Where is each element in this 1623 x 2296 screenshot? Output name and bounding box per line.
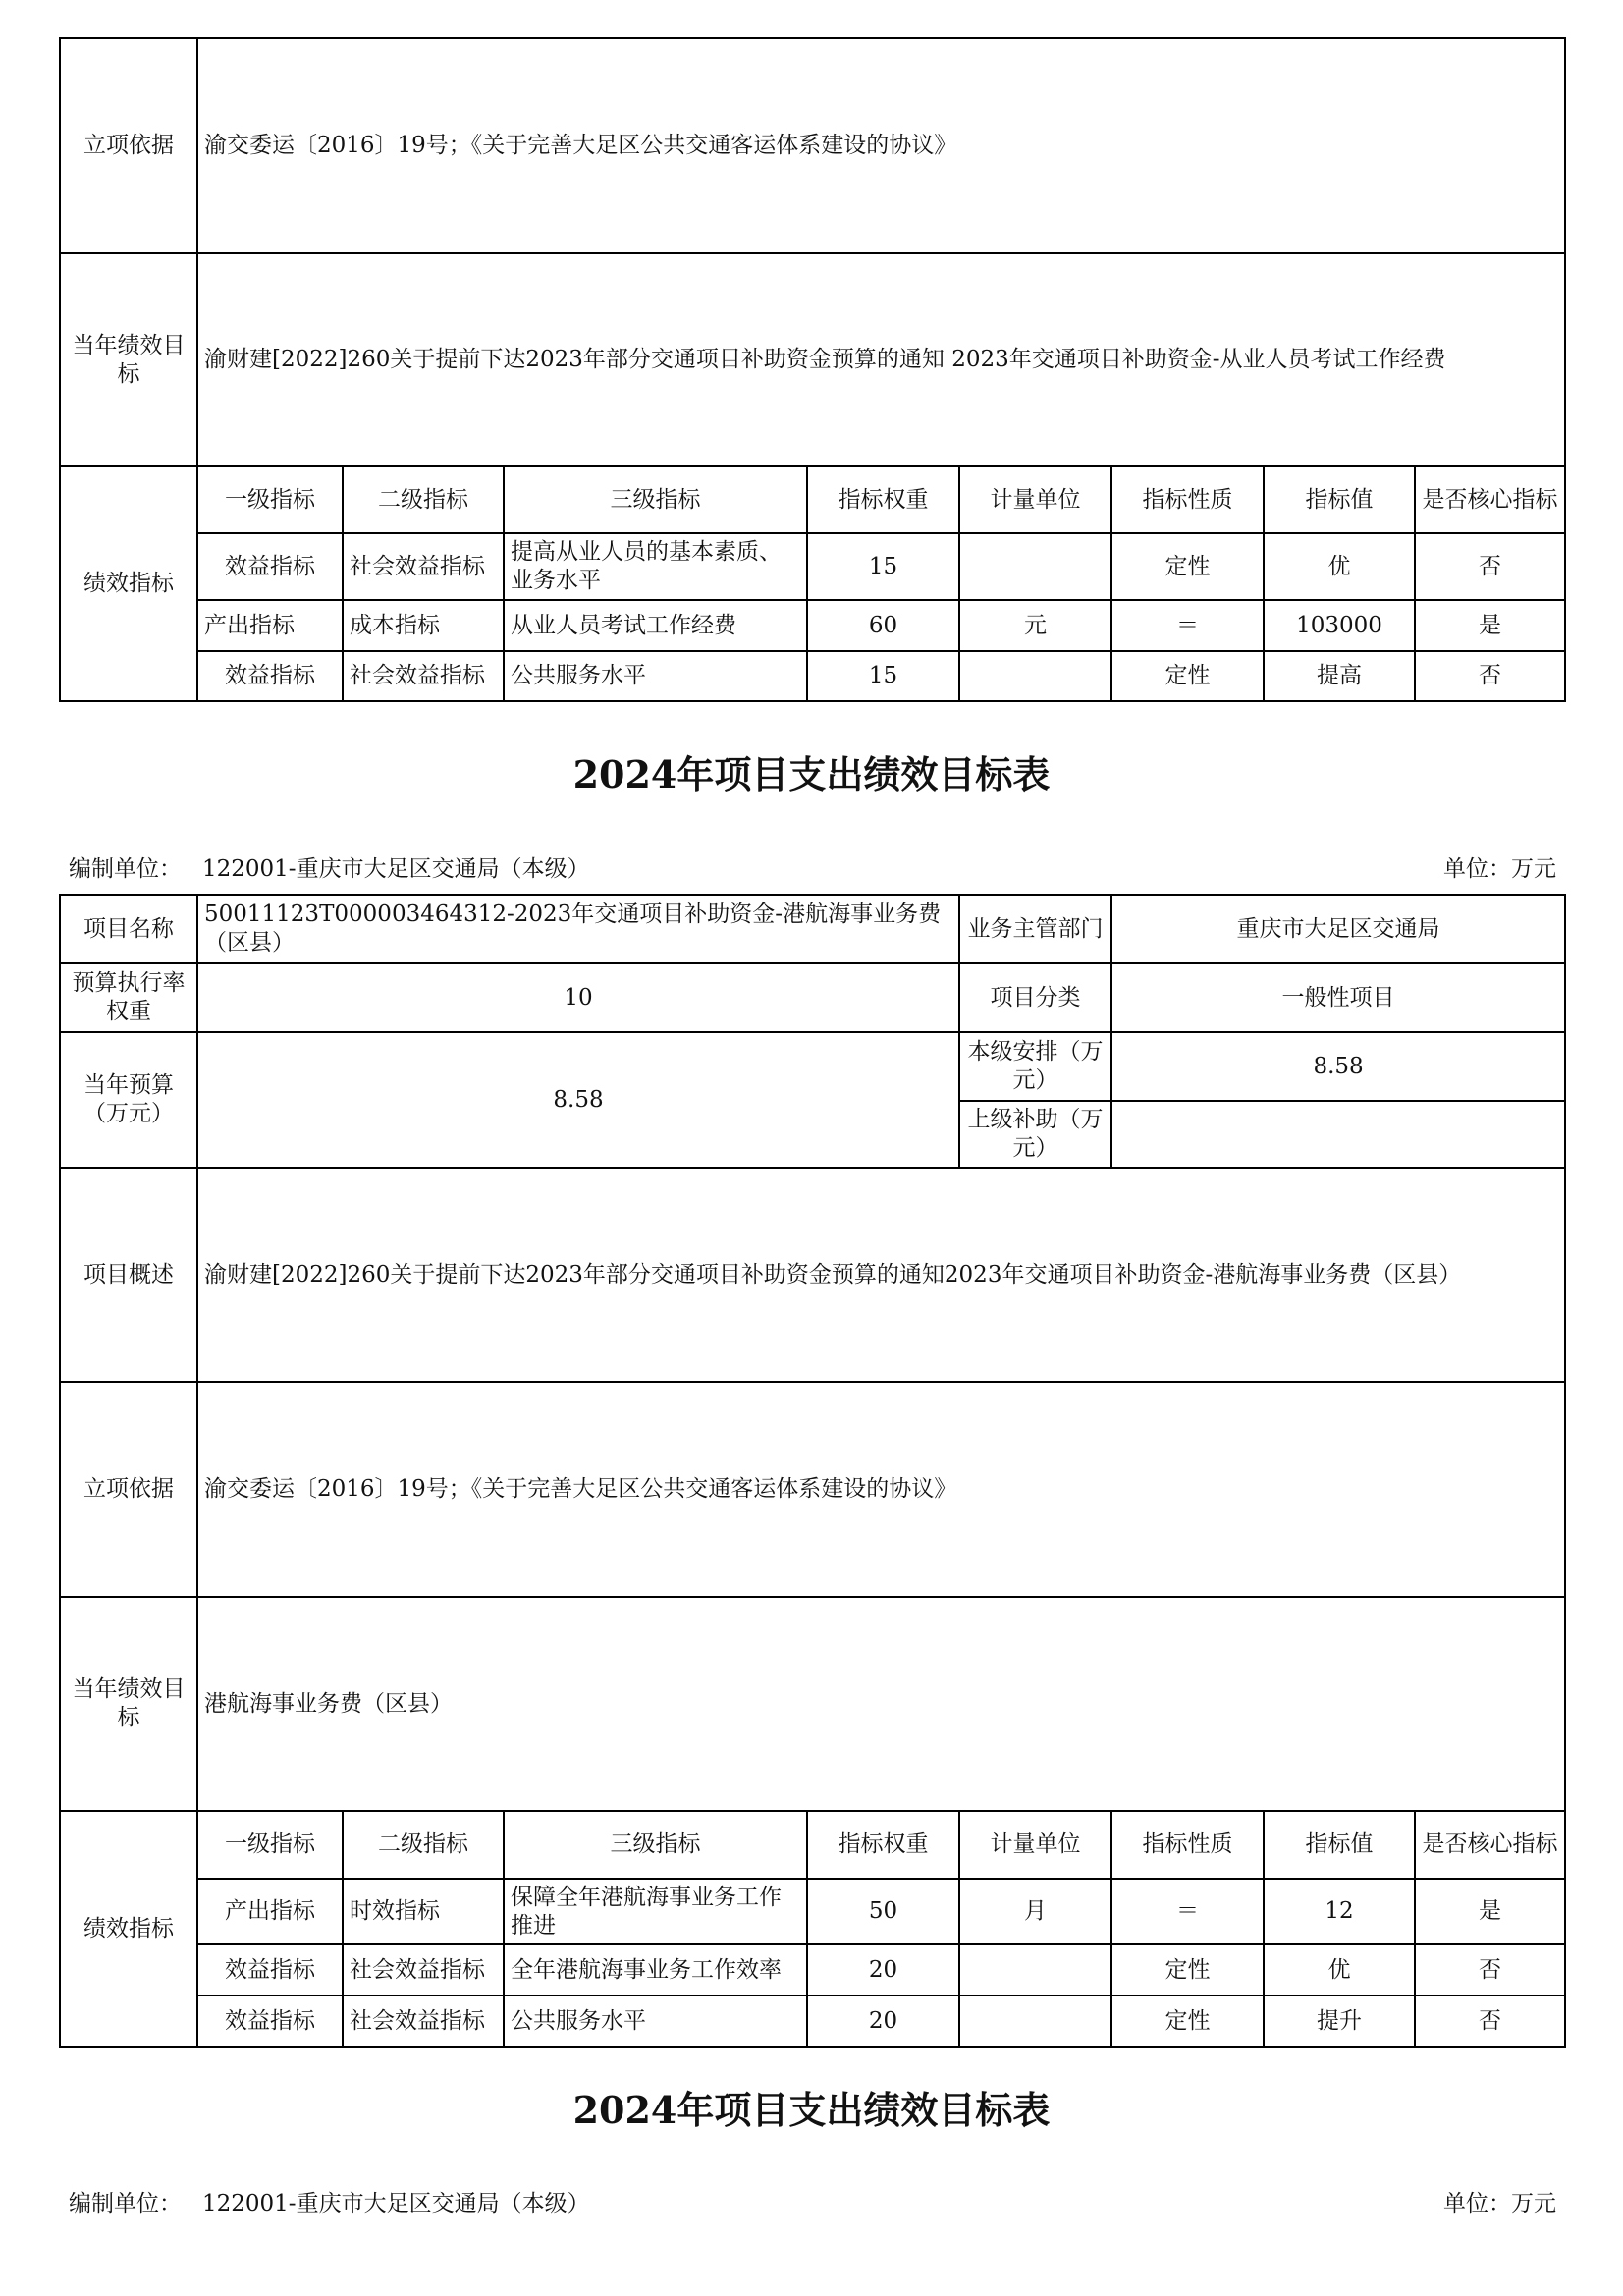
header-nature: 指标性质 [1111, 1811, 1264, 1879]
cell-level3: 全年港航海事业务工作效率 [504, 1944, 807, 1995]
cell-level2: 社会效益指标 [343, 1995, 504, 2047]
cell-unit [959, 1944, 1111, 1995]
header-core: 是否核心指标 [1415, 466, 1565, 533]
header-unit: 计量单位 [959, 466, 1111, 533]
upper-label: 上级补助（万元） [959, 1101, 1111, 1168]
cell-nature: 定性 [1111, 533, 1264, 600]
cell-level1: 效益指标 [197, 533, 343, 600]
cell-level2: 成本指标 [343, 600, 504, 651]
project-name: 50011123T000003464312-2023年交通项目补助资金-港航海事业务费（区县） [197, 895, 959, 963]
org-name: 122001-重庆市大足区交通局（本级） [202, 2191, 590, 2216]
cell-unit [959, 651, 1111, 701]
cell-core: 是 [1415, 600, 1565, 651]
local-label: 本级安排（万元） [959, 1032, 1111, 1101]
goal-label: 当年绩效目标 [60, 253, 197, 466]
cell-level1: 产出指标 [197, 600, 343, 651]
category-label: 项目分类 [959, 963, 1111, 1032]
cell-level2: 社会效益指标 [343, 533, 504, 600]
table-row [60, 1879, 1565, 1944]
dept-label: 业务主管部门 [959, 895, 1111, 963]
header-weight: 指标权重 [807, 466, 959, 533]
cell-core: 否 [1415, 1995, 1565, 2047]
perf-label: 绩效指标 [60, 1811, 197, 2047]
header-level3: 三级指标 [504, 466, 807, 533]
overview-text: 渝财建[2022]260关于提前下达2023年部分交通项目补助资金预算的通知2023年交通项目补助资金-港航海事业务费（区县） [197, 1168, 1565, 1382]
cell-nature: ＝ [1111, 1879, 1264, 1944]
cell-value: 12 [1264, 1879, 1415, 1944]
cell-level2: 时效指标 [343, 1879, 504, 1944]
header-level1: 一级指标 [197, 466, 343, 533]
perf-label: 绩效指标 [60, 466, 197, 701]
cell-unit [959, 1995, 1111, 2047]
page-title: 2024年项目支出绩效目标表 [572, 2088, 1051, 2132]
basis-text: 渝交委运〔2016〕19号；《关于完善大足区公共交通客运体系建设的协议》 [197, 1382, 1565, 1597]
cell-unit: 元 [959, 600, 1111, 651]
goal-label: 当年绩效目标 [60, 1597, 197, 1811]
cell-weight: 50 [807, 1879, 959, 1944]
cell-core: 否 [1415, 533, 1565, 600]
header-nature: 指标性质 [1111, 466, 1264, 533]
table-row [60, 1944, 1565, 1995]
cell-level3: 提高从业人员的基本素质、业务水平 [504, 533, 807, 600]
header-level1: 一级指标 [197, 1811, 343, 1879]
header-level2: 二级指标 [343, 1811, 504, 1879]
header-weight: 指标权重 [807, 1811, 959, 1879]
cell-level3: 公共服务水平 [504, 1995, 807, 2047]
cell-nature: 定性 [1111, 651, 1264, 701]
budget-label: 当年预算（万元） [60, 1032, 197, 1168]
cell-level3: 公共服务水平 [504, 651, 807, 701]
cell-nature: 定性 [1111, 1995, 1264, 2047]
cell-unit: 月 [959, 1879, 1111, 1944]
org-label: 编制单位： [69, 856, 182, 882]
project-table [59, 894, 1566, 2048]
header-core: 是否核心指标 [1415, 1811, 1565, 1879]
category-value: 一般性项目 [1111, 963, 1565, 1032]
page-title: 2024年项目支出绩效目标表 [572, 752, 1051, 796]
currency-unit: 单位：万元 [1443, 2191, 1556, 2216]
header-value: 指标值 [1264, 466, 1415, 533]
cell-level3: 从业人员考试工作经费 [504, 600, 807, 651]
table-row [60, 651, 1565, 701]
exec-rate-label: 预算执行率权重 [60, 963, 197, 1032]
prev-project-table [59, 37, 1566, 702]
cell-weight: 20 [807, 1995, 959, 2047]
cell-level1: 效益指标 [197, 1995, 343, 2047]
cell-unit [959, 533, 1111, 600]
project-name-label: 项目名称 [60, 895, 197, 963]
exec-rate-value: 10 [197, 963, 959, 1032]
goal-text: 渝财建[2022]260关于提前下达2023年部分交通项目补助资金预算的通知 2023年交通项目补助资金-从业人员考试工作经费 [197, 253, 1565, 466]
basis-label: 立项依据 [60, 1382, 197, 1597]
header-level3: 三级指标 [504, 1811, 807, 1879]
cell-level2: 社会效益指标 [343, 651, 504, 701]
goal-text: 港航海事业务费（区县） [197, 1597, 1565, 1811]
basis-text: 渝交委运〔2016〕19号；《关于完善大足区公共交通客运体系建设的协议》 [197, 38, 1565, 253]
cell-value: 103000 [1264, 600, 1415, 651]
cell-core: 是 [1415, 1879, 1565, 1944]
cell-core: 否 [1415, 1944, 1565, 1995]
cell-level1: 产出指标 [197, 1879, 343, 1944]
org-label: 编制单位： [69, 2191, 182, 2216]
dept-value: 重庆市大足区交通局 [1111, 895, 1565, 963]
cell-level1: 效益指标 [197, 651, 343, 701]
cell-level1: 效益指标 [197, 1944, 343, 1995]
cell-value: 提升 [1264, 1995, 1415, 2047]
upper-value [1111, 1101, 1565, 1168]
header-unit: 计量单位 [959, 1811, 1111, 1879]
overview-label: 项目概述 [60, 1168, 197, 1382]
cell-value: 优 [1264, 533, 1415, 600]
cell-weight: 15 [807, 651, 959, 701]
cell-nature: 定性 [1111, 1944, 1264, 1995]
cell-nature: ＝ [1111, 600, 1264, 651]
basis-label: 立项依据 [60, 38, 197, 253]
table-row [60, 600, 1565, 651]
currency-unit: 单位：万元 [1443, 856, 1556, 882]
header-level2: 二级指标 [343, 466, 504, 533]
cell-value: 提高 [1264, 651, 1415, 701]
cell-weight: 15 [807, 533, 959, 600]
org-name: 122001-重庆市大足区交通局（本级） [202, 856, 590, 882]
cell-level2: 社会效益指标 [343, 1944, 504, 1995]
cell-core: 否 [1415, 651, 1565, 701]
header-value: 指标值 [1264, 1811, 1415, 1879]
local-value: 8.58 [1111, 1032, 1565, 1101]
cell-weight: 20 [807, 1944, 959, 1995]
table-row [60, 533, 1565, 600]
cell-level3: 保障全年港航海事业务工作推进 [504, 1879, 807, 1944]
cell-value: 优 [1264, 1944, 1415, 1995]
budget-value: 8.58 [197, 1032, 959, 1168]
cell-weight: 60 [807, 600, 959, 651]
table-row [60, 1995, 1565, 2047]
